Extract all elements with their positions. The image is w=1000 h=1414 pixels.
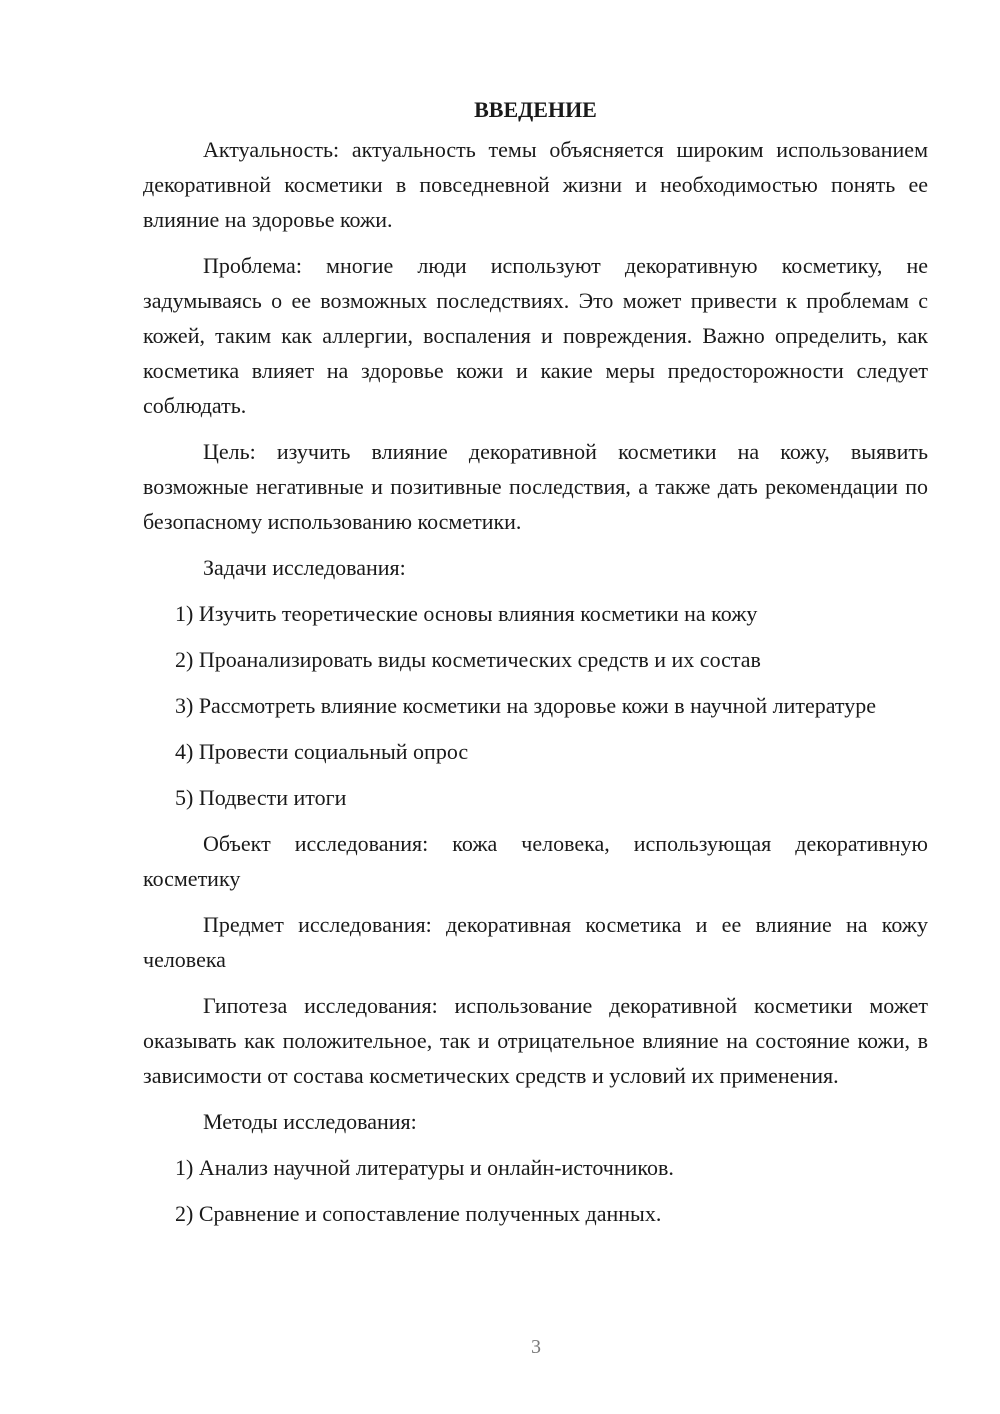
hypothesis-paragraph: Гипотеза исследования: использование декоративной косметики может оказывать как положительное, так и отрицательное влияние на состояние кожи, в зависимости от состава косметических средств и условий их применения.	[143, 993, 928, 1088]
task-item: 1) Изучить теоретические основы влияния косметики на кожу	[175, 601, 758, 626]
task-item: 5) Подвести итоги	[175, 785, 347, 810]
page-number: 3	[531, 1336, 541, 1358]
method-item: 1) Анализ научной литературы и онлайн-источников.	[175, 1155, 674, 1180]
task-item: 2) Проанализировать виды косметических средств и их состав	[175, 647, 761, 672]
task-item: 4) Провести социальный опрос	[175, 739, 469, 764]
document-page	[143, 92, 928, 1242]
methods-label: Методы исследования:	[203, 1109, 417, 1134]
relevance-paragraph: Актуальность: актуальность темы объясняется широким использованием декоративной косметики в повседневной жизни и необходимостью понять ее влияние на здоровье кожи.	[143, 137, 928, 232]
task-item: 3) Рассмотреть влияние косметики на здоровье кожи в научной литературе	[175, 693, 877, 718]
page-title: ВВЕДЕНИЕ	[474, 97, 597, 122]
problem-paragraph: Проблема: многие люди используют декоративную косметику, не задумываясь о ее возможных последствиях. Это может привести к проблемам с кожей, таким как аллергии, воспаления и повреждения. Важно определить, как косметика влияет на здоровье кожи и какие меры предосторожности следует соблюдать.	[143, 253, 928, 418]
object-paragraph: Объект исследования: кожа человека, использующая декоративную косметику	[143, 831, 928, 891]
subject-paragraph: Предмет исследования: декоративная косметика и ее влияние на кожу человека	[143, 912, 928, 972]
tasks-label: Задачи исследования:	[203, 555, 406, 580]
goal-paragraph: Цель: изучить влияние декоративной косметики на кожу, выявить возможные негативные и позитивные последствия, а также дать рекомендации по безопасному использованию косметики.	[143, 439, 928, 534]
method-item: 2) Сравнение и сопоставление полученных данных.	[175, 1201, 662, 1226]
